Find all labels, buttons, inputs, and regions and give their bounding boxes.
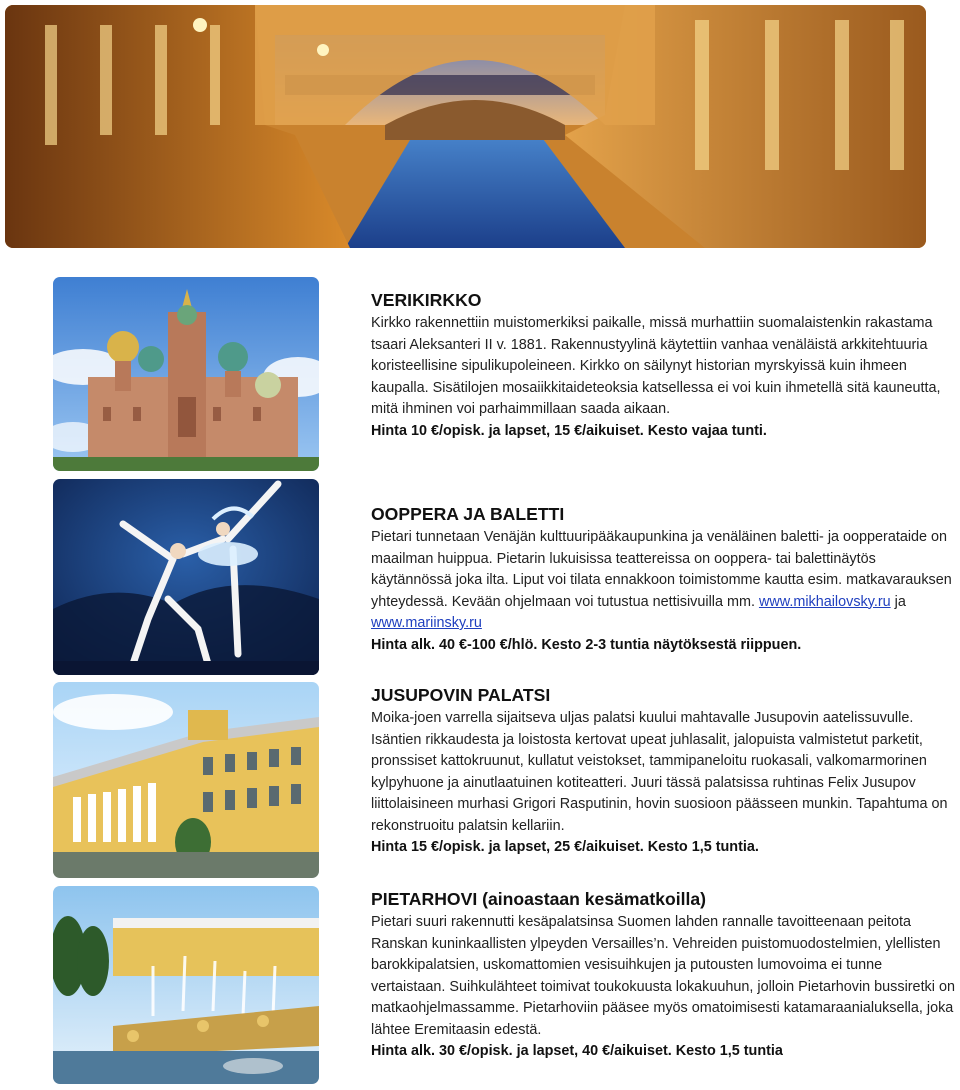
- church-photo: [53, 277, 319, 471]
- section-title: PIETARHOVI (ainoastaan kesämatkoilla): [371, 889, 707, 909]
- section-body: Kirkko rakennettiin muistomerkiksi paikalle, missä murhattiin suomalaistenkin rakastama tsaari Aleksanteri II v. 1881. Rakennustyylinä käytettiin vanhaa venäläistä arkkitehtuuria koristeellisine sipulikupoleineen. Kirkko on säilynyt historian myrskyissä kuin ihmeen kaupalla. Sisätilojen mosaiikkitaideteoksia katsellessa ei voi kuin ihmetellä sitä kauneutta, mitä ihminen voi parhaimmillaan saada aikaan.: [371, 315, 941, 417]
- section-verikirkko: [371, 288, 960, 442]
- mikhailovsky-link[interactable]: www.mikhailovsky.ru: [758, 593, 891, 610]
- section-body: Pietari suuri rakennutti kesäpalatsinsa Suomen lahden rannalle tavoitteenaan peitota Ranskan kuninkaallisten ylpeyden Versailles’n. Vehreiden puistomuodostelmien, ylellisten barokkipalatsien, uskomattomien vesisuihkujen ja putousten lumovoima ei tunne vertaistaan. Suihkulähteet toimivat toukokuusta lokakuuhun, jolloin Pietarhovin bussiretki on matkaohjelmassamme. Pietarhoviin pääsee myös omatoimisesti katamaraanialuksella, joka lähtee Eremitaasin edestä.: [371, 914, 955, 1038]
- peterhof-photo: [53, 886, 319, 1084]
- section-title: OOPPERA JA BALETTI: [371, 504, 565, 524]
- hero-canal-photo: [5, 5, 926, 248]
- section-price: Hinta 10 €/opisk. ja lapset, 15 €/aikuiset. Kesto vajaa tunti.: [371, 422, 767, 439]
- section-pietarhovi: [371, 887, 960, 1063]
- section-ooppera-ja-baletti: [371, 502, 960, 656]
- link-separator: ja: [894, 593, 906, 610]
- section-price: Hinta alk. 40 €-100 €/hlö. Kesto 2-3 tuntia näytöksestä riippuen.: [371, 636, 802, 653]
- section-title: VERIKIRKKO: [371, 290, 482, 310]
- ballet-photo: [53, 479, 319, 675]
- mariinsky-link[interactable]: www.mariinsky.ru: [371, 615, 482, 631]
- section-jusupovin-palatsi: [371, 683, 960, 859]
- palace-photo: [53, 682, 319, 878]
- section-title: JUSUPOVIN PALATSI: [371, 685, 551, 705]
- section-price: Hinta alk. 30 €/opisk. ja lapset, 40 €/aikuiset. Kesto 1,5 tuntia: [371, 1043, 783, 1059]
- section-price: Hinta 15 €/opisk. ja lapset, 25 €/aikuiset. Kesto 1,5 tuntia.: [371, 839, 759, 855]
- section-body: Moika-joen varrella sijaitseva uljas palatsi kuului mahtavalle Jusupovin aatelissuvulle. Isäntien rikkaudesta ja loistosta kertovat upeat juhlasalit, jalopuista valmistetut parketit, pronssiset kattokruunut, kullatut veistokset, tammipaneloitu ruokasali, valkomarmorinen kylpyhuone ja ainutlaatuinen kotiteatteri. Juuri tässä palatsissa ruhtinas Felix Jusupov liittolaisineen murhasi Grigori Rasputinin, hovin suosioon päässeen munkin. Tapahtuma on rekonstruoitu palatsin kellariin.: [371, 710, 948, 834]
- section-body-text: Pietari tunnetaan Venäjän kulttuuripääkaupunkina ja venäläinen baletti- ja oopperataide on maailman huippua. Pietarin lukuisissa teattereissa on ooppera- tai balettinäytös käytännössä joka ilta. Liput voi tilata ennakkoon toimistomme kautta esim. matkavarauksen yhteydessä. Kevään ohjelmaan voi tutustua nettisivuilla mm.: [371, 529, 952, 610]
- section-body: [371, 527, 960, 635]
